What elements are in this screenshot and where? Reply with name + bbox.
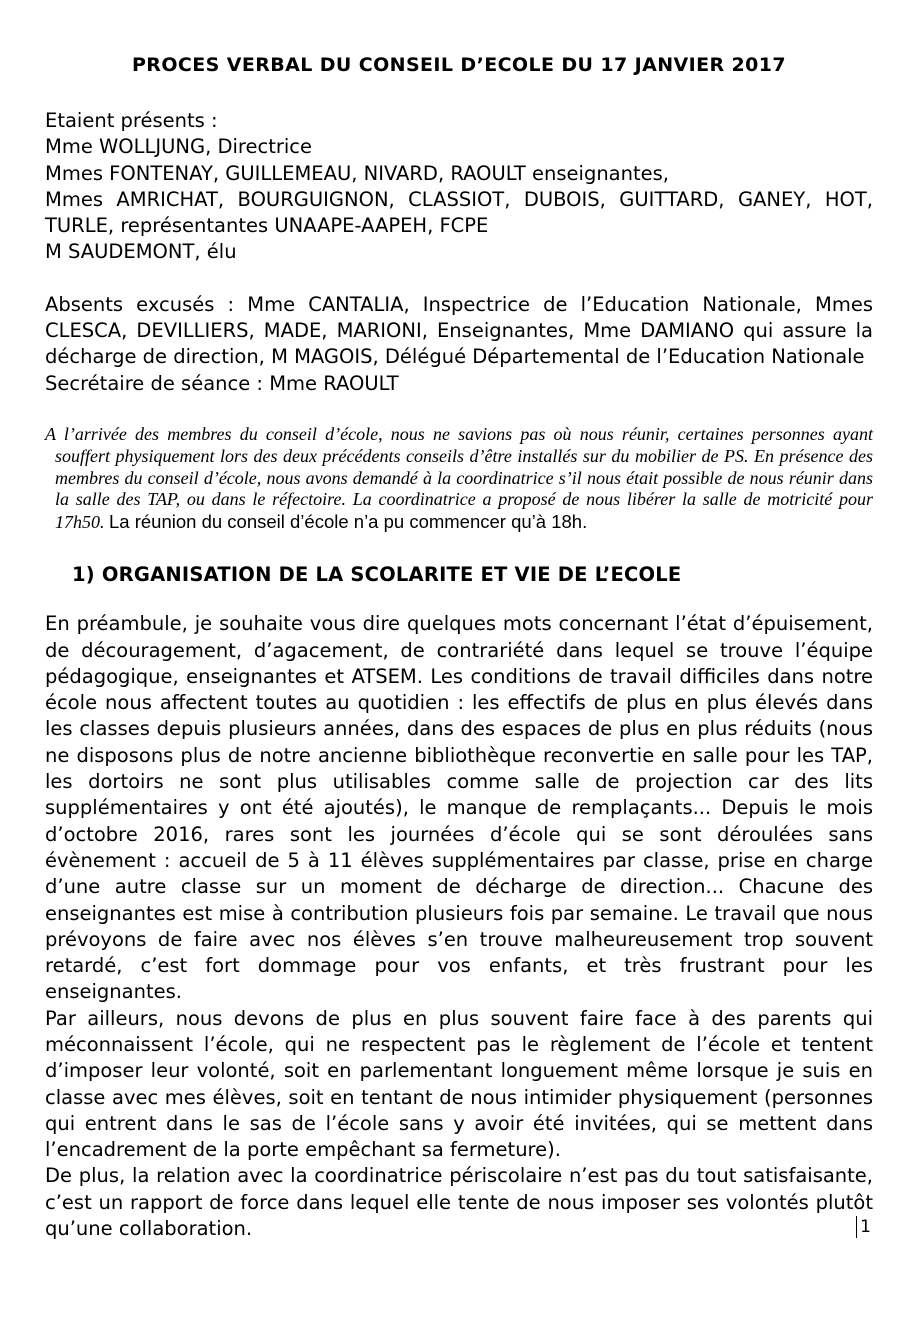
section-1-heading: 1) ORGANISATION DE LA SCOLARITE ET VIE DE L’ECOLE (72, 562, 682, 586)
section-1-body (45, 611, 873, 1242)
absents-section (45, 292, 873, 397)
present-line-directrice: Mme WOLLJUNG, Directrice (45, 135, 313, 159)
section-1-paragraph-3: De plus, la relation avec la coordinatrice périscolaire n’est pas du tout satisfaisante, c’est un rapport de force dans lequel elle tente de nous imposer ses volontés plutôt qu’une collaboration. (45, 1164, 873, 1241)
document-title: PROCES VERBAL DU CONSEIL D’ECOLE DU 17 JANVIER 2017 (131, 54, 786, 76)
section-1-paragraph-1: En préambule, je souhaite vous dire quelques mots concernant l’état d’épuisement, de découragement, d’agacement, de contrariété dans lequel se trouve l’équipe pédagogique, enseignantes et ATSEM. Les conditions de travail difficiles dans notre école nous affectent toutes au quotidien : les effectifs de plus en plus élevés dans les classes depuis plusieurs années, dans des espaces de plus en plus réduits (nous ne disposons plus de notre ancienne bibliothèque reconvertie en salle pour les TAP, les dortoirs ne sont plus utilisables comme salle de projection car des lits supplémentaires y ont été ajoutés), le manque de remplaçants... Depuis le mois d’octobre 2016, rares sont les journées d’école qui se sont déroulées sans évènement : accueil de 5 à 11 élèves supplémentaires par classe, prise en charge d’une autre classe sur un moment de décharge de direction... Chacune des enseignantes est mise à contribution plusieurs fois par semaine. Le travail que nous prévoyons de faire avec nos élèves s’en trouve malheureusement trop souvent retardé, c’est fort dommage pour vos enfants, et très frustrant pour les enseignantes. (45, 612, 873, 1004)
page-footer (856, 1216, 871, 1238)
section-1-paragraph-2: Par ailleurs, nous devons de plus en plus souvent faire face à des parents qui méconnaissent l’école, qui ne respectent pas le règlement de l’école et tentent d’imposer leur volonté, soit en parlementant longuement même lorsque je suis en classe avec mes élèves, soit en tentant de nous intimider physiquement (personnes qui entrent dans le sas de l’école sans y avoir été invitées, qui se mettent dans l’encadrement de la porte empêchant sa fermeture). (45, 1006, 873, 1162)
present-line-elu: M SAUDEMONT, élu (45, 240, 237, 264)
present-heading: Etaient présents : (45, 109, 218, 132)
preliminary-note-italic: A l’arrivée des membres du conseil d’école, nous ne savions pas où nous réunir, certaines personnes ayant souffert physiquement lors des deux précédents conseils d’être installés sur du mobilier de PS. En présence des membres du conseil d’école, nous avons demandé à la coordinatrice s’il nous était possible de nous réunir dans la salle des TAP, ou dans le réfectoire. La coordinatrice a proposé de nous libérer la salle de motricité pour 17h50. (45, 423, 873, 533)
secretary-line: Secrétaire de séance : Mme RAOULT (45, 371, 399, 395)
preliminary-note-plain: La réunion du conseil d’école n’a pu commencer qu’à 18h. (109, 511, 588, 533)
present-line-representantes: Mmes AMRICHAT, BOURGUIGNON, CLASSIOT, DUBOIS, GUITTARD, GANEY, HOT, TURLE, représentantes UNAAPE-AAPEH, FCPE (45, 187, 873, 238)
present-section (45, 108, 873, 266)
present-line-enseignantes: Mmes FONTENAY, GUILLEMEAU, NIVARD, RAOULT enseignantes, (45, 161, 669, 185)
absents-paragraph: Absents excusés : Mme CANTALIA, Inspectrice de l’Education Nationale, Mmes CLESCA, DEVILLIERS, MADE, MARIONI, Enseignantes, Mme DAMIANO qui assure la décharge de direction, M MAGOIS, Délégué Départemental de l’Education Nationale (45, 292, 873, 369)
page-number: 1 (856, 1216, 871, 1238)
preliminary-note (45, 424, 873, 534)
